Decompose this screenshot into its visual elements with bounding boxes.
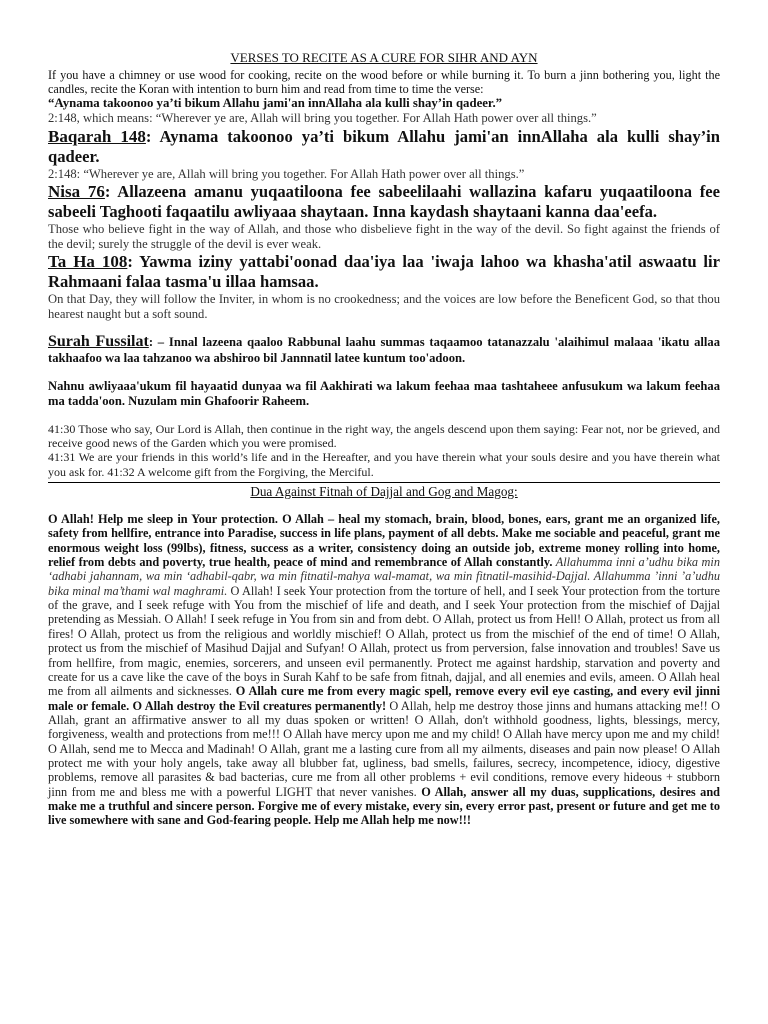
dua-title: Dua Against Fitnah of Dajjal and Gog and Magog: — [250, 483, 518, 499]
dua-bold-3: O Allah, answer all my duas, supplications, desires and make me a truthful and sincere person. Forgive me of every mistake, every sin, every error past, present or future and get me to live somewhere with sane and God-fearing people. Help me Allah help me now!!! — [48, 784, 721, 828]
page-title: VERSES TO RECITE AS A CURE FOR SIHR AND AYN — [230, 50, 538, 65]
dua-text-2: O Allah, help me destroy those jinns and humans attacking me!! O Allah, grant an affirmative answer to all my duas spoken or written! O Allah, don't withhold goodness, lights, blessings, mercy, forgiveness, wealth and protections from me!!! O Allah have mercy upon me and my child! O Allah have mercy upon me and my child! O Allah, send me to Mecca and Madinah! O Allah, grant me a lasting cure from all my ailments, diseases and pain now please! O Allah protect me with your holy angels, take away all blubber fat, ugliness, bad smells, failures, secrecy, incompetence, idiocy, digestive problems, remove all parasites & bad bacterias, cure me from all other problems + evil conditions, remove every hideous + stubborn jinn from me and bless me with a powerful LIGHT that never vanishes. — [48, 698, 720, 799]
baqarah-verse — [48, 127, 720, 167]
taha-verse — [48, 252, 720, 292]
fussilat-translation-1: 41:30 Those who say, Our Lord is Allah, then continue in the right way, the angels descend upon them saying: Fear not, nor be grieved, and receive good news of the Garden which you were promised. — [48, 421, 720, 451]
nisa-text: : Allazeena amanu yuqaatiloona fee sabeelilaahi wallazina kafaru yuqaatiloona fee sabeeli Taghooti faqaatilu awliyaaa shaytaan. Inna kaydash shaytaani kanna daa'eefa. — [48, 182, 720, 222]
verse-quote: “Aynama takoonoo ya’ti bikum Allahu jami'an innAllaha ala kulli shay’in qadeer.” — [48, 96, 503, 110]
fussilat-translation-2: 41:31 We are your friends in this world’s life and in the Hereafter, and you have therein what your souls desire and you have therein what you ask for. 41:32 A welcome gift from the Forgiving, the Merciful. — [48, 450, 720, 479]
taha-translation: On that Day, they will follow the Inviter, in whom is no crookedness; and the voices are low before the Beneficent God, so that thou hearest naught but a soft sound. — [48, 292, 720, 321]
dua-bold-1: O Allah! Help me sleep in Your protection. O Allah – heal my stomach, brain, blood, bones, ears, grant me an organized life, safety from hellfire, entrance into Paradise, success in life plans, payment of all debts. Make me sociable and peaceful, grant me enormous weight loss (99lbs), fitness, success as a writer, consistency doing an outside job, extreme money rolling into home, relief from debts and poverty, true health, peace of mind and remembrance of Allah constantly. — [48, 512, 720, 570]
fussilat-verse — [48, 334, 720, 366]
nisa-verse — [48, 182, 720, 222]
section-divider — [48, 482, 720, 483]
taha-ref: Ta Ha 108 — [48, 252, 128, 272]
baqarah-text: : Aynama takoonoo ya’ti bikum Allahu jami'an innAllaha ala kulli shay’in qadeer. — [48, 126, 720, 166]
dua-bold-2: O Allah cure me from every magic spell, remove every evil eye casting, and every evil jinni male or female. O Allah destroy the Evil creatures permanently! — [48, 684, 721, 713]
fussilat-text-1: : – Innal lazeena qaaloo Rabbunal laahu summas taqaamoo tatanazzalu 'alaihimul malaaa 'ikatu allaa takhaafoo wa laa tahzanoo wa abshiroo bil Jannnatil latee kuntum too'adoon. — [48, 335, 721, 365]
dua-arabic-transliteration: Allahumma inni a’udhu bika min ‘adhabi jahannam, wa min ‘adhabil-qabr, wa min fitnatil-mahya wal-mamat, wa min fitnatil-masihid-Dajjal. Allahumma ’inni ’a’udhu bika minal ma’thami wal maghrami. — [48, 555, 721, 598]
intro-paragraph: If you have a chimney or use wood for cooking, recite on the wood before or while burning it. To burn a jinn bothering you, light the candles, recite the Koran with intention to burn him and read from time to time the verse: — [48, 68, 720, 96]
fussilat-text-2: Nahnu awliyaaa'ukum fil hayaatid dunyaa wa fil Aakhirati wa lakum feehaa maa tashtaheee anfusukum wa lakum feehaa ma tadda'oon. Nuzulam min Ghafoorir Raheem. — [48, 378, 720, 408]
dua-text-1: O Allah! I seek Your protection from the torture of hell, and I seek Your protection from the torture of the grave, and I seek refuge with You from the mischief of life and death, and I seek Your protection from the mischief of Dajjal pretending as Messiah. O Allah! I seek refuge in You from sin and from debt. O Allah, protect us from Hell! O Allah, protect us from all fires! O Allah, protect us from the religious and worldly mischief! O Allah, protect us from the mischief of the end of time! O Allah, protect us from the mischief of Masihud Dajjal and Sufyan! O Allah, protect us from perversion, false innovation and troubles! Save us from hellfire, from magic, enemies, sorcerers, and unseen evil permanently. Protect me against hardship, starvation and poverty and create for us a cave like the cave of the boys in Surah Kahf to be safe from fitnah, dajjal, and all enemies and evils, ameen. O Allah heal me from all ailments and sicknesses. — [48, 583, 720, 699]
nisa-translation: Those who believe fight in the way of Allah, and those who disbelieve fight in the way of the devil. So fight against the friends of the devil; surely the struggle of the devil is ever weak. — [48, 222, 720, 251]
dua-paragraph — [48, 512, 720, 828]
baqarah-translation: 2:148: “Wherever ye are, Allah will bring you together. For Allah Hath power over all things.” — [48, 166, 525, 181]
verse-quote-translation: 2:148, which means: “Wherever ye are, Allah will bring you together. For Allah Hath power over all things.” — [48, 111, 597, 125]
fussilat-ref: Surah Fussilat — [48, 333, 149, 351]
baqarah-ref: Baqarah 148 — [48, 126, 146, 146]
nisa-ref: Nisa 76 — [48, 182, 105, 202]
taha-text: : Yawma iziny yattabi'oonad daa'iya laa 'iwaja lahoo wa khasha'atil aswaatu lir Rahmaani falaa tasma'u illaa hamsaa. — [48, 252, 720, 292]
